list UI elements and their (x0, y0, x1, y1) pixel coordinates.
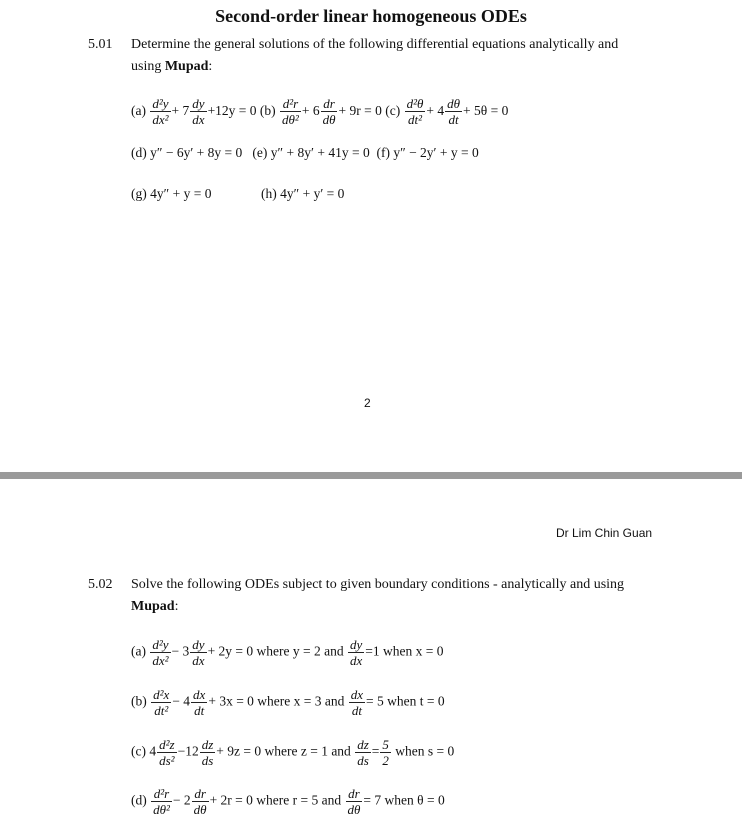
problem-5-02-text (131, 574, 731, 618)
problem-number-5-02: 5.02 (88, 577, 113, 592)
eq-b-end: + 9r = 0 (338, 102, 382, 118)
bvp-a-label: (a) (131, 643, 146, 659)
page-divider (0, 472, 742, 479)
problem-5-02-line1: Solve the following ODEs subject to given boundary conditions - analytically and using (131, 577, 625, 592)
problem-number-5-01: 5.01 (88, 37, 113, 52)
eq-c-frac2-num: dθ (447, 96, 461, 111)
bvp-c-mid: −12 (177, 743, 199, 759)
page-number: 2 (364, 396, 371, 410)
bvp-c-frac1 (157, 737, 176, 768)
eq-c-frac1-num: d²θ (406, 96, 424, 111)
bvp-d-end: + 2r = 0 where r = 5 and (209, 792, 342, 808)
bvp-c-frac2 (200, 737, 216, 768)
eq-a-frac1-num: d²y (152, 96, 169, 111)
bvp-a-frac3-num: dy (350, 637, 363, 652)
bvp-a-frac1-den: dx² (152, 653, 169, 668)
eq-c-mid: + 4 (426, 102, 445, 118)
eq-b-mid: + 6 (301, 102, 320, 118)
eq-c-frac1-den: dt² (407, 112, 422, 127)
line2-suffix-2: : (174, 599, 179, 614)
eq-c-frac1 (405, 96, 426, 127)
eq-b (259, 96, 385, 127)
bvp-c-frac4-num: 5 (382, 737, 389, 752)
bvp-d-frac3-num: dr (346, 786, 363, 802)
eq-a-label: (a) (131, 102, 146, 118)
eq-b-frac2-den: dθ (322, 112, 336, 127)
eq-a-frac2-num: dy (192, 96, 205, 111)
bvp-b-frac3-num: dx (350, 687, 364, 702)
bvp-d-frac1 (151, 786, 172, 817)
eq-g: (g) 4y″ + y = 0 (131, 186, 212, 201)
mupad-label-2: Mupad (131, 599, 175, 614)
eq-b-frac1 (280, 96, 301, 127)
eq-a-frac1 (150, 96, 170, 127)
eq-e: (e) y″ + 8y′ + 41y = 0 (252, 145, 370, 160)
eq-b-frac1-den: dθ² (282, 112, 299, 127)
bvp-a-frac3 (348, 637, 364, 668)
bvp-b-frac3 (349, 687, 365, 718)
line2-prefix: using (131, 59, 165, 74)
bvp-d-frac2-num: dr (192, 786, 209, 802)
bvp-c-frac3-num: dz (357, 737, 369, 752)
bvp-b-frac1-num: d²x (153, 687, 170, 702)
bvp-d-frac3 (346, 786, 363, 817)
bvp-d-tail: = 7 when θ = 0 (363, 792, 445, 808)
eq-b-frac1-num: d²r (280, 96, 301, 112)
bvp-b-frac2 (191, 687, 207, 718)
bvp-c-eq: = (371, 743, 380, 759)
bvp-a-mid: − 3 (171, 643, 190, 659)
bvp-c-frac1-den: ds² (159, 753, 175, 768)
eq-a-frac2-den: dx (192, 112, 205, 127)
bvp-a-frac2 (190, 637, 206, 668)
bvp-b-frac2-num: dx (193, 687, 206, 702)
eq-b-label: (b) (259, 102, 276, 118)
bvp-c-frac1-num: d²z (159, 737, 175, 752)
eq-f: (f) y″ − 2y′ + y = 0 (376, 145, 479, 160)
eq-c-end: + 5θ = 0 (463, 102, 509, 118)
bvp-b-label: (b) (131, 693, 147, 709)
eq-a (131, 96, 260, 127)
bvp-b-frac1-den: dt² (154, 703, 169, 718)
bvp-b-tail: = 5 when t = 0 (366, 693, 445, 709)
problem-5-02-line2 (131, 596, 731, 618)
bvp-eq-a (131, 637, 444, 668)
bvp-c-tail: when s = 0 (395, 743, 455, 759)
eq-b-frac2 (321, 96, 338, 127)
bvp-eq-d (131, 786, 445, 817)
eq-h: (h) 4y″ + y′ = 0 (261, 186, 345, 201)
bvp-a-end: + 2y = 0 where y = 2 and (207, 643, 344, 659)
bvp-c-end: + 9z = 0 where z = 1 and (216, 743, 351, 759)
eq-a-mid: + 7 (171, 102, 190, 118)
page-title: Second-order linear homogeneous ODEs (215, 6, 527, 26)
bvp-c-frac4 (380, 737, 391, 768)
bvp-d-frac1-num: d²r (151, 786, 172, 802)
eq-d: (d) y″ − 6y′ + 8y = 0 (131, 145, 243, 160)
bvp-b-frac3-den: dt (351, 703, 362, 718)
eq-a-end: +12y = 0 (207, 102, 257, 118)
eq-c-frac2 (445, 96, 462, 127)
bvp-a-frac1-num: d²y (152, 637, 169, 652)
eq-a-frac1-den: dx² (152, 112, 169, 127)
bvp-c-frac3-den: ds (357, 753, 369, 768)
bvp-b-frac1 (151, 687, 171, 718)
bvp-c-frac3 (355, 737, 371, 768)
bvp-a-frac3-den: dx (350, 653, 363, 668)
problem-5-01-line1: Determine the general solutions of the following differential equations analytically and (131, 37, 619, 52)
eq-c-label: (c) (385, 102, 401, 118)
bvp-b-end: + 3x = 0 where x = 3 and (208, 693, 345, 709)
bvp-c-frac2-den: ds (201, 753, 214, 768)
bvp-d-label: (d) (131, 792, 147, 808)
bvp-a-frac2-num: dy (192, 637, 205, 652)
equation-row-def (131, 145, 479, 161)
line2-suffix: : (208, 59, 213, 74)
bvp-c-frac4-den: 2 (382, 753, 389, 768)
eq-c-frac2-den: dt (448, 112, 459, 127)
bvp-a-frac1 (150, 637, 170, 668)
equation-row-abc (131, 96, 508, 127)
bvp-b-frac2-den: dt (194, 703, 205, 718)
bvp-d-frac2 (192, 786, 209, 817)
mupad-label: Mupad (164, 59, 209, 74)
bvp-eq-c (131, 737, 454, 768)
problem-5-01-line2 (131, 56, 731, 78)
bvp-c-label: (c) 4 (131, 743, 157, 759)
bvp-d-frac3-den: dθ (347, 802, 361, 817)
bvp-c-frac2-num: dz (201, 737, 214, 752)
bvp-eq-b (131, 687, 445, 718)
eq-c (385, 96, 509, 127)
eq-a-frac2 (190, 96, 206, 127)
author-header: Dr Lim Chin Guan (556, 526, 653, 540)
problem-5-01-text (131, 34, 731, 78)
bvp-d-mid: − 2 (172, 792, 191, 808)
bvp-b-mid: − 4 (172, 693, 191, 709)
bvp-a-tail: =1 when x = 0 (365, 643, 444, 659)
bvp-a-frac2-den: dx (192, 653, 205, 668)
eq-b-frac2-num: dr (321, 96, 338, 112)
bvp-d-frac2-den: dθ (193, 802, 207, 817)
bvp-d-frac1-den: dθ² (153, 802, 170, 817)
